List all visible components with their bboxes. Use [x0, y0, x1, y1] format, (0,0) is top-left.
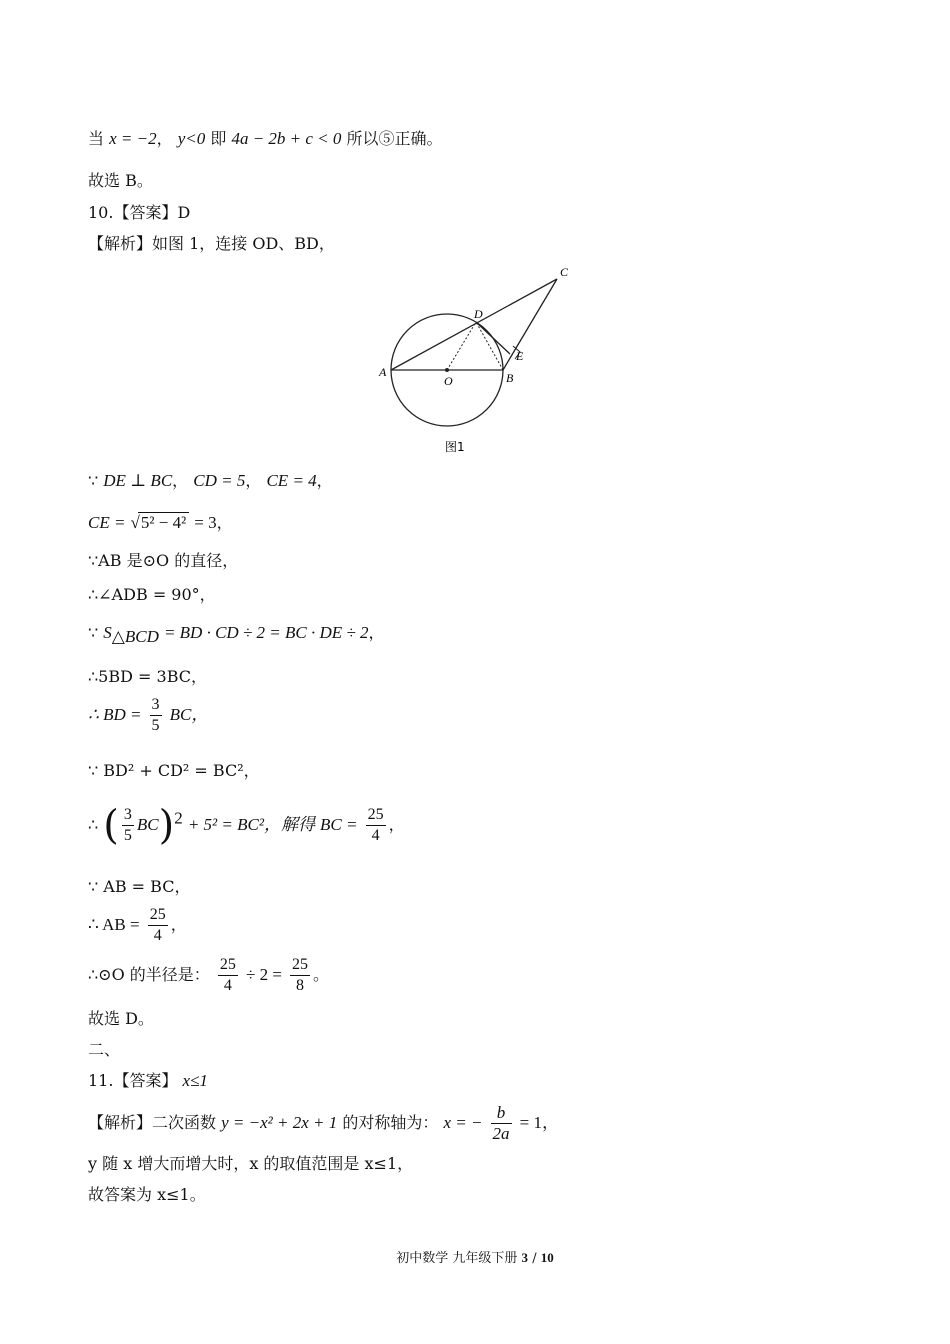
text-line-1 — [88, 128, 443, 150]
text-line-21: y 随 x 增大而增大时，x 的取值范围是 x≤1， — [88, 1154, 414, 1173]
text-line-7: ∵AB 是⊙O 的直径， — [88, 551, 239, 570]
label-c: C — [560, 265, 569, 279]
l6-lhs: CE = — [88, 513, 126, 532]
l11-pre: ∴ BD = — [88, 705, 142, 724]
text-line-2: 故选 B。 — [88, 171, 153, 190]
fraction-25-4 — [366, 805, 386, 846]
l5-b: CD = 5 — [193, 471, 246, 490]
l1-expr: 4a − 2b + c < 0 — [231, 129, 342, 148]
l1-x: x = −2 — [109, 129, 157, 148]
text-line-17: 故选 D。 — [88, 1009, 154, 1028]
l5-comma-1: ， — [172, 471, 189, 490]
footer-sep: / — [532, 1251, 537, 1266]
frac-num: 25 — [366, 805, 386, 826]
l15-comma: ， — [170, 915, 187, 934]
because-symbol: ∵ — [88, 471, 99, 490]
l1-sep: ， — [156, 129, 173, 148]
l5-comma-3: ， — [316, 471, 333, 490]
text-line-9 — [88, 622, 384, 648]
l5-comma-2: ， — [245, 471, 262, 490]
text-line-16 — [88, 955, 329, 996]
l9-rest: = BD · CD ÷ 2 = BC · DE ÷ 2 — [163, 623, 369, 642]
right-paren: ) — [158, 802, 175, 849]
l19-pre: 11.【答案】 — [88, 1071, 178, 1090]
fraction-3-5 — [150, 695, 162, 736]
center-dot — [445, 368, 449, 372]
frac-den: 5 — [123, 827, 132, 844]
l1-y: y<0 — [177, 129, 206, 148]
section-two: 二、 — [88, 1040, 121, 1059]
l9-pre: ∵ — [88, 623, 99, 642]
figure-caption: 图1 — [445, 440, 465, 454]
label-a: A — [379, 365, 387, 379]
frac-den: 5 — [151, 717, 160, 734]
text-line-12: ∵ BD² + CD² = BC²， — [88, 761, 260, 780]
frac-den: 4 — [153, 927, 162, 944]
l9-sub: △BCD — [111, 627, 159, 647]
l13-mid: + 5² = BC²，解得 — [187, 815, 315, 834]
l5-a: DE ⊥ BC — [103, 471, 173, 490]
sqrt-sign: √ — [130, 513, 140, 532]
text-line-8: ∴∠ADB = 90°， — [88, 585, 216, 604]
l13-bc: BC — [136, 815, 159, 834]
fraction-25-4-c — [218, 955, 238, 996]
footer-course: 初中数学 九年级下册 — [396, 1251, 518, 1266]
l13-pre: ∴ — [88, 815, 99, 834]
footer-total: 10 — [540, 1250, 554, 1265]
l6-comma: ， — [216, 513, 233, 532]
frac-num: b — [491, 1103, 512, 1124]
footer-page: 3 — [521, 1250, 529, 1265]
text-line-15 — [88, 905, 187, 946]
l15-pre: ∴ AB = — [88, 915, 140, 934]
label-e: E — [516, 349, 524, 363]
analysis-10: 【解析】如图 1，连接 OD、BD， — [88, 234, 335, 253]
text-line-11 — [88, 695, 208, 736]
segment-od — [447, 322, 476, 370]
l6-rhs: = 3 — [194, 513, 217, 532]
frac-num: 3 — [150, 695, 162, 716]
frac-den: 4 — [223, 977, 232, 994]
l20-res: = 1， — [519, 1113, 559, 1132]
answer-11 — [88, 1070, 208, 1092]
l20-mid: 的对称轴为： — [342, 1113, 439, 1132]
l20-pre: 【解析】二次函数 — [88, 1113, 217, 1132]
l1-ji: 即 — [210, 129, 227, 148]
segment-bc — [503, 279, 557, 370]
l9-s: S — [103, 623, 112, 642]
text-line-5 — [88, 470, 333, 492]
l16-pre: ∴⊙O 的半径是： — [88, 965, 210, 984]
text-line-6 — [88, 512, 233, 534]
l1-prefix: 当 — [88, 129, 105, 148]
frac-num: 25 — [218, 955, 238, 976]
frac-den: 4 — [371, 827, 380, 844]
fraction-25-4-b — [148, 905, 168, 946]
label-b: B — [506, 371, 514, 385]
analysis-11 — [88, 1103, 559, 1144]
segment-de — [476, 322, 510, 354]
frac-num: 25 — [290, 955, 310, 976]
text-line-13 — [88, 802, 405, 849]
frac-den: 8 — [296, 977, 304, 994]
fraction-25-8 — [290, 955, 310, 996]
label-o: O — [444, 374, 453, 388]
fraction-3-5-b — [122, 805, 134, 846]
text-line-22: 故答案为 x≤1。 — [88, 1185, 206, 1204]
l5-c: CE = 4 — [266, 471, 317, 490]
answer-10: 10.【答案】D — [88, 203, 191, 222]
l9-comma: ， — [368, 623, 385, 642]
text-line-10: ∴5BD = 3BC， — [88, 667, 208, 686]
l13-comma: ， — [388, 815, 405, 834]
l16-end: 。 — [313, 965, 330, 984]
page-footer — [0, 1247, 950, 1266]
segment-bd — [476, 322, 503, 370]
left-paren: ( — [103, 802, 119, 849]
l20-x: x = − — [443, 1113, 483, 1132]
l11-post: BC， — [169, 705, 209, 724]
geometry-figure — [370, 258, 590, 463]
frac-den: 2a — [492, 1124, 510, 1143]
frac-num: 25 — [148, 905, 168, 926]
l1-suffix: 所以⑤正确。 — [346, 129, 443, 148]
fraction-b-2a — [491, 1103, 512, 1144]
square-exponent: 2 — [174, 808, 183, 828]
label-d: D — [474, 307, 483, 321]
l19-ans: x≤1 — [182, 1071, 208, 1090]
frac-num: 3 — [122, 805, 134, 826]
text-line-14: ∵ AB = BC， — [88, 877, 191, 896]
l13-res: BC = — [320, 815, 358, 834]
l20-fn: y = −x² + 2x + 1 — [221, 1113, 338, 1132]
l16-op: ÷ 2 = — [245, 965, 282, 984]
l6-radicand: 5² − 4² — [138, 512, 189, 533]
